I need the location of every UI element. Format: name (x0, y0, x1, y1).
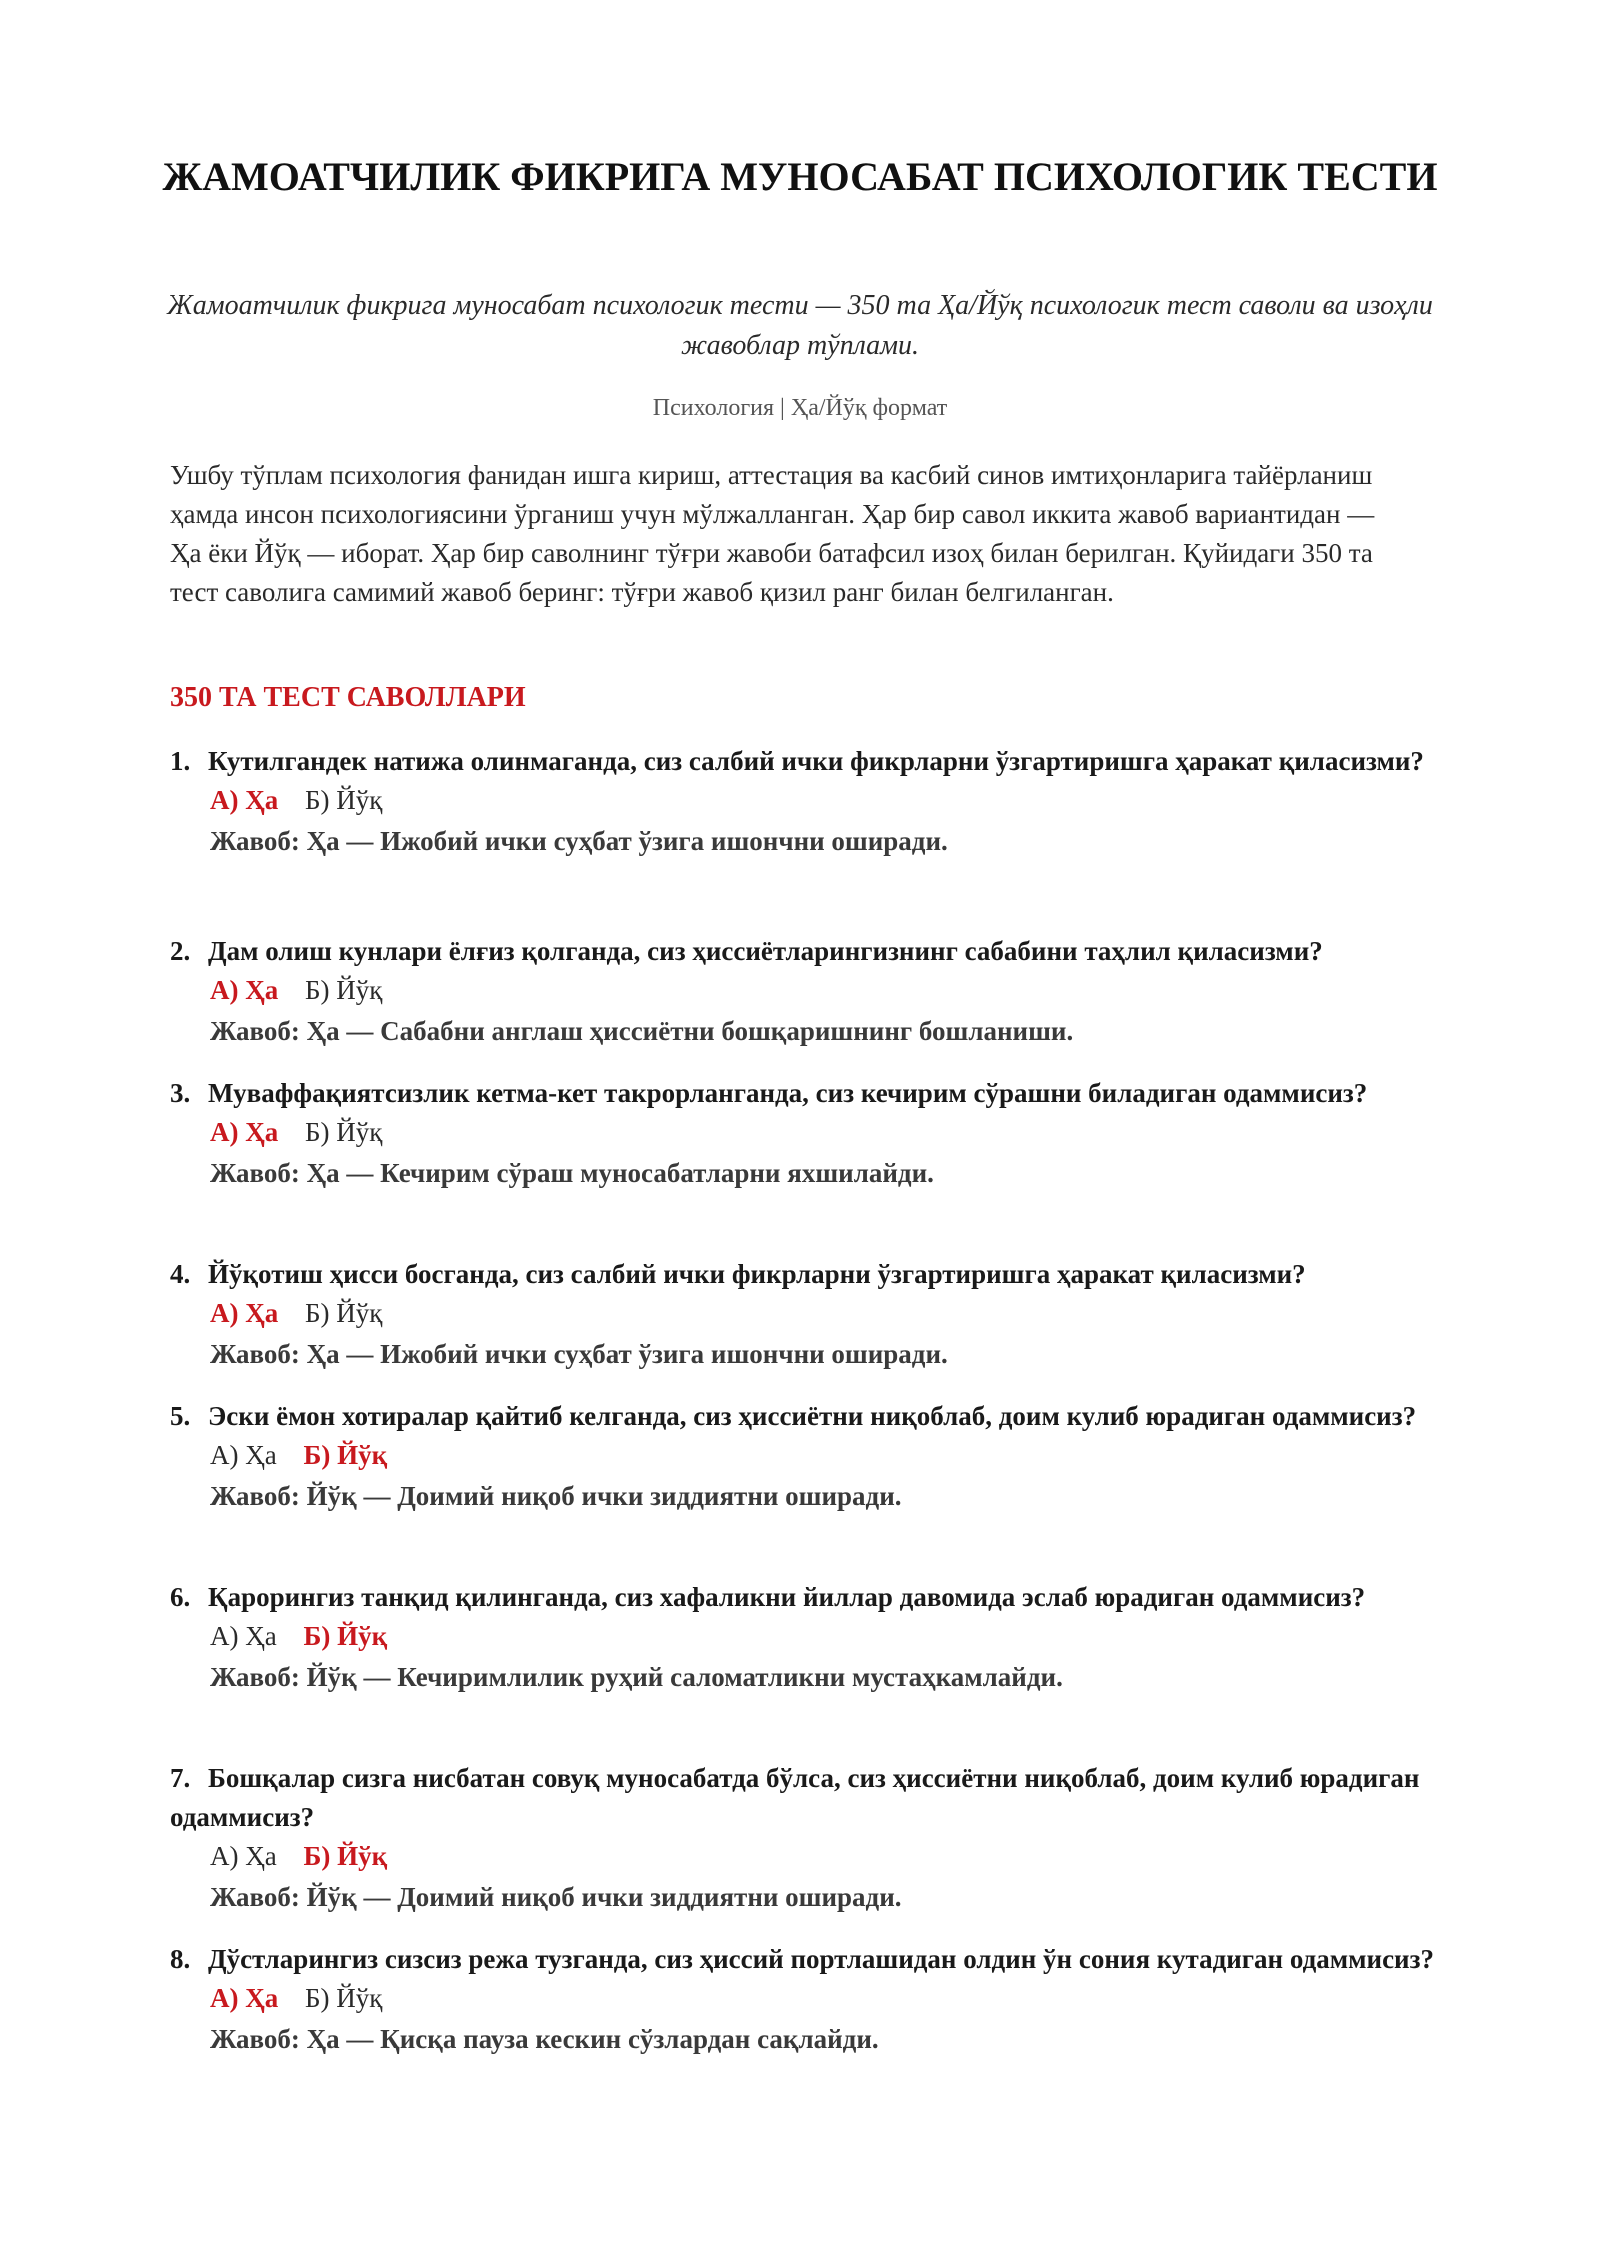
option-no[interactable]: Б) Йўқ (305, 1117, 383, 1147)
question-number: 1. (170, 746, 191, 776)
answer-options (210, 1113, 1440, 1152)
answer-explanation: Жавоб: Йўқ — Доимий ниқоб ички зиддиятни оширади. (210, 1882, 902, 1912)
question-label: Муваффақиятсизлик кетма-кет такрорланганда, сиз кечирим сўрашни биладиган одаммисиз? (208, 1078, 1368, 1108)
intro-paragraph: Ушбу тўплам психология фанидан ишга кириш, аттестация ва касбий синов имтиҳонларига тайёрланиш ҳамда инсон психологиясини ўрганиш учун мўлжалланган. Ҳар бир савол иккита жавоб вариантидан — Ҳа ёки Йўқ — иборат. Ҳар бир саволнинг тўғри жавоби батафсил изоҳ билан берилган. Қуйидаги 350 та тест саволига самимий жавоб беринг: тўғри жавоб қизил ранг билан белгиланган. (170, 460, 1375, 607)
answer-options (210, 1979, 1440, 2018)
question-item (170, 742, 1440, 862)
answer-explanation: Жавоб: Ҳа — Ижобий ички суҳбат ўзига ишончни оширади. (210, 826, 948, 856)
option-no[interactable]: Б) Йўқ (305, 1298, 383, 1328)
question-item (170, 1074, 1440, 1194)
answer-options (210, 1617, 1440, 1656)
answer-options (210, 1294, 1440, 1333)
option-yes[interactable]: А) Ҳа (210, 1298, 279, 1328)
answer-explanation: Жавоб: Ҳа — Қисқа пауза кескин сўзлардан сақлайди. (210, 2024, 879, 2054)
question-text (170, 1940, 1440, 1979)
answer-options (210, 781, 1440, 820)
document-title: ЖАМОАТЧИЛИК ФИКРИГА МУНОСАБАТ ПСИХОЛОГИК ТЕСТИ (162, 154, 1438, 199)
question-item (170, 1759, 1440, 1918)
option-yes[interactable]: А) Ҳа (210, 1841, 277, 1871)
question-number: 7. (170, 1763, 191, 1793)
answer-explanation: Жавоб: Ҳа — Кечирим сўраш муносабатларни яхшилайди. (210, 1158, 934, 1188)
option-yes[interactable]: А) Ҳа (210, 1983, 279, 2013)
question-label: Дам олиш кунлари ёлғиз қолганда, сиз ҳиссиётларингизнинг сабабини таҳлил қиласизми? (208, 936, 1323, 966)
option-no[interactable]: Б) Йўқ (303, 1841, 388, 1871)
question-text (170, 1578, 1440, 1617)
option-yes[interactable]: А) Ҳа (210, 1117, 279, 1147)
option-yes[interactable]: А) Ҳа (210, 785, 279, 815)
question-text (170, 742, 1440, 781)
question-label: Йўқотиш ҳисси босганда, сиз салбий ички фикрларни ўзгартиришга ҳаракат қиласизми? (208, 1259, 1306, 1289)
question-label: Дўстларингиз сизсиз режа тузганда, сиз ҳиссий портлашидан олдин ўн сония кутадиган одаммисиз? (208, 1944, 1434, 1974)
question-label: Эски ёмон хотиралар қайтиб келганда, сиз ҳиссиётни ниқоблаб, доим кулиб юрадиган одаммисиз? (208, 1401, 1417, 1431)
option-no[interactable]: Б) Йўқ (305, 785, 383, 815)
option-no[interactable]: Б) Йўқ (303, 1621, 388, 1651)
answer-explanation: Жавоб: Йўқ — Доимий ниқоб ички зиддиятни оширади. (210, 1481, 902, 1511)
question-label: Бошқалар сизга нисбатан совуқ муносабатда бўлса, сиз ҳиссиётни ниқоблаб, доим кулиб юрадиган одаммисиз? (170, 1763, 1420, 1832)
question-text (170, 1397, 1440, 1436)
question-text (170, 1759, 1440, 1837)
question-item (170, 1578, 1440, 1698)
question-item (170, 1940, 1440, 2060)
question-number: 4. (170, 1259, 191, 1289)
answer-options (210, 971, 1440, 1010)
question-item (170, 932, 1440, 1052)
question-label: Кутилгандек натижа олинмаганда, сиз салбий ички фикрларни ўзгартиришга ҳаракат қиласизми? (208, 746, 1424, 776)
answer-options (210, 1837, 1440, 1876)
option-yes[interactable]: А) Ҳа (210, 1621, 277, 1651)
option-no[interactable]: Б) Йўқ (305, 1983, 383, 2013)
question-number: 6. (170, 1582, 191, 1612)
section-title: 350 ТА ТЕСТ САВОЛЛАРИ (170, 682, 526, 713)
question-number: 2. (170, 936, 191, 966)
question-text (170, 1074, 1440, 1113)
document-subtitle: Жамоатчилик фикрига муносабат психологик тести — 350 та Ҳа/Йўқ психологик тест саволи ва изоҳли жавоблар тўплами. (167, 290, 1433, 361)
answer-options (210, 1436, 1440, 1475)
answer-explanation: Жавоб: Ҳа — Ижобий ички суҳбат ўзига ишончни оширади. (210, 1339, 948, 1369)
option-no[interactable]: Б) Йўқ (305, 975, 383, 1005)
question-number: 3. (170, 1078, 191, 1108)
document-meta: Психология | Ҳа/Йўқ формат (652, 395, 948, 421)
question-label: Қарорингиз танқид қилинганда, сиз хафаликни йиллар давомида эслаб юрадиган одаммисиз? (208, 1582, 1366, 1612)
option-no[interactable]: Б) Йўқ (303, 1440, 388, 1470)
option-yes[interactable]: А) Ҳа (210, 1440, 277, 1470)
question-text (170, 1255, 1440, 1294)
question-number: 8. (170, 1944, 191, 1974)
answer-explanation: Жавоб: Ҳа — Сабабни англаш ҳиссиётни бошқаришнинг бошланиши. (210, 1016, 1074, 1046)
question-item (170, 1397, 1440, 1517)
answer-explanation: Жавоб: Йўқ — Кечиримлилик руҳий саломатликни мустаҳкамлайди. (210, 1662, 1063, 1692)
question-item (170, 1255, 1440, 1375)
option-yes[interactable]: А) Ҳа (210, 975, 279, 1005)
question-text (170, 932, 1440, 971)
question-number: 5. (170, 1401, 191, 1431)
